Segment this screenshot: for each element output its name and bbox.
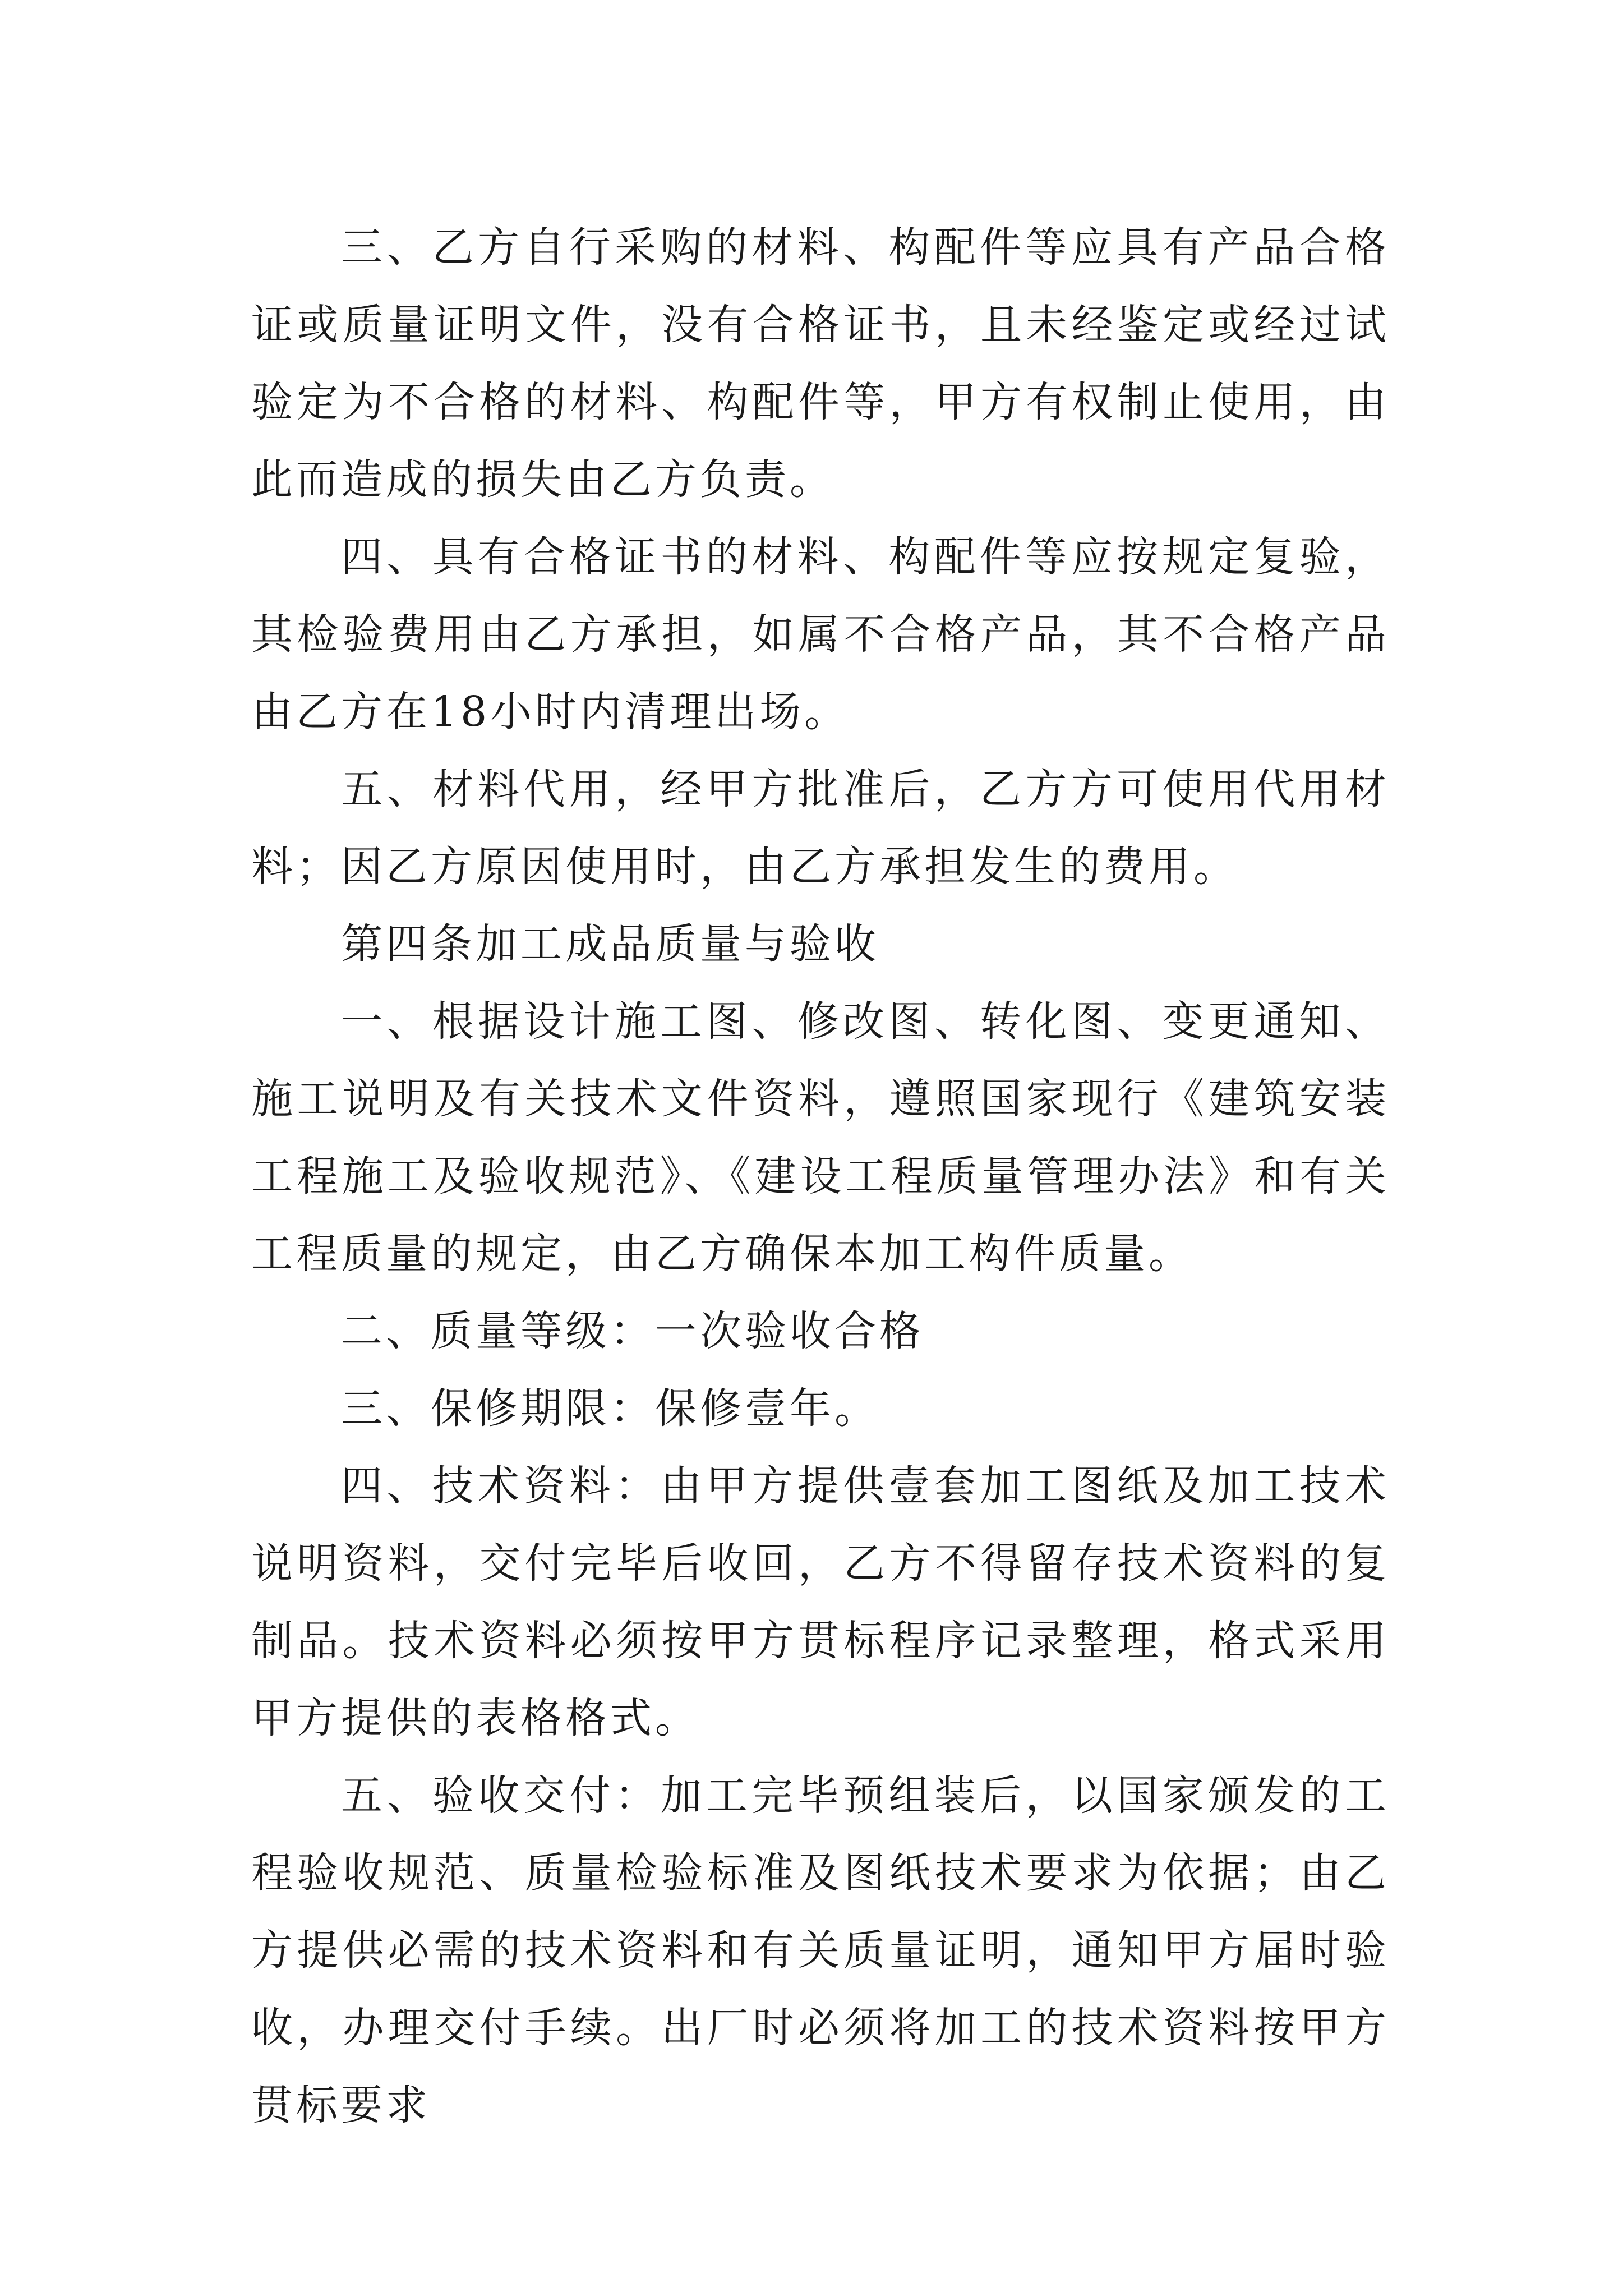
document-body bbox=[251, 209, 1390, 2144]
paragraph-warranty-period: 三、保修期限：保修壹年。 bbox=[341, 1384, 879, 1433]
paragraph-materials-procurement: 三、乙方自行采购的材料、构配件等应具有产品合格证或质量证明文件，没有合格证书，且未经鉴定或经过试验定为不合格的材料、构配件等，甲方有权制止使用，由此而造成的损失由乙方负责。 bbox=[251, 223, 1390, 504]
paragraph-material-substitution: 五、材料代用，经甲方批准后，乙方方可使用代用材料；因乙方原因使用时，由乙方承担发生的费用。 bbox=[251, 765, 1390, 891]
paragraph-technical-documents: 四、技术资料：由甲方提供壹套加工图纸及加工技术说明资料，交付完毕后收回，乙方不得留存技术资料的复制品。技术资料必须按甲方贯标程序记录整理，格式采用甲方提供的表格格式。 bbox=[251, 1462, 1390, 1742]
paragraph-quality-grade: 二、质量等级：一次验收合格 bbox=[341, 1307, 924, 1355]
paragraph-material-retest: 四、具有合格证书的材料、构配件等应按规定复验，其检验费用由乙方承担，如属不合格产品，其不合格产品由乙方在18小时内清理出场。 bbox=[251, 533, 1390, 736]
paragraph-quality-standards: 一、根据设计施工图、修改图、转化图、变更通知、施工说明及有关技术文件资料，遵照国家现行《建筑安装工程施工及验收规范》、《建设工程质量管理办法》和有关工程质量的规定，由乙方确保本加工构件质量。 bbox=[251, 997, 1390, 1278]
paragraph-acceptance-delivery: 五、验收交付：加工完毕预组装后，以国家颁发的工程验收规范、质量检验标准及图纸技术要求为依据；由乙方提供必需的技术资料和有关质量证明，通知甲方届时验收，办理交付手续。出厂时必须将加工的技术资料按甲方贯标要求 bbox=[251, 1772, 1390, 2129]
section-heading-article-4: 第四条加工成品质量与验收 bbox=[341, 920, 879, 968]
